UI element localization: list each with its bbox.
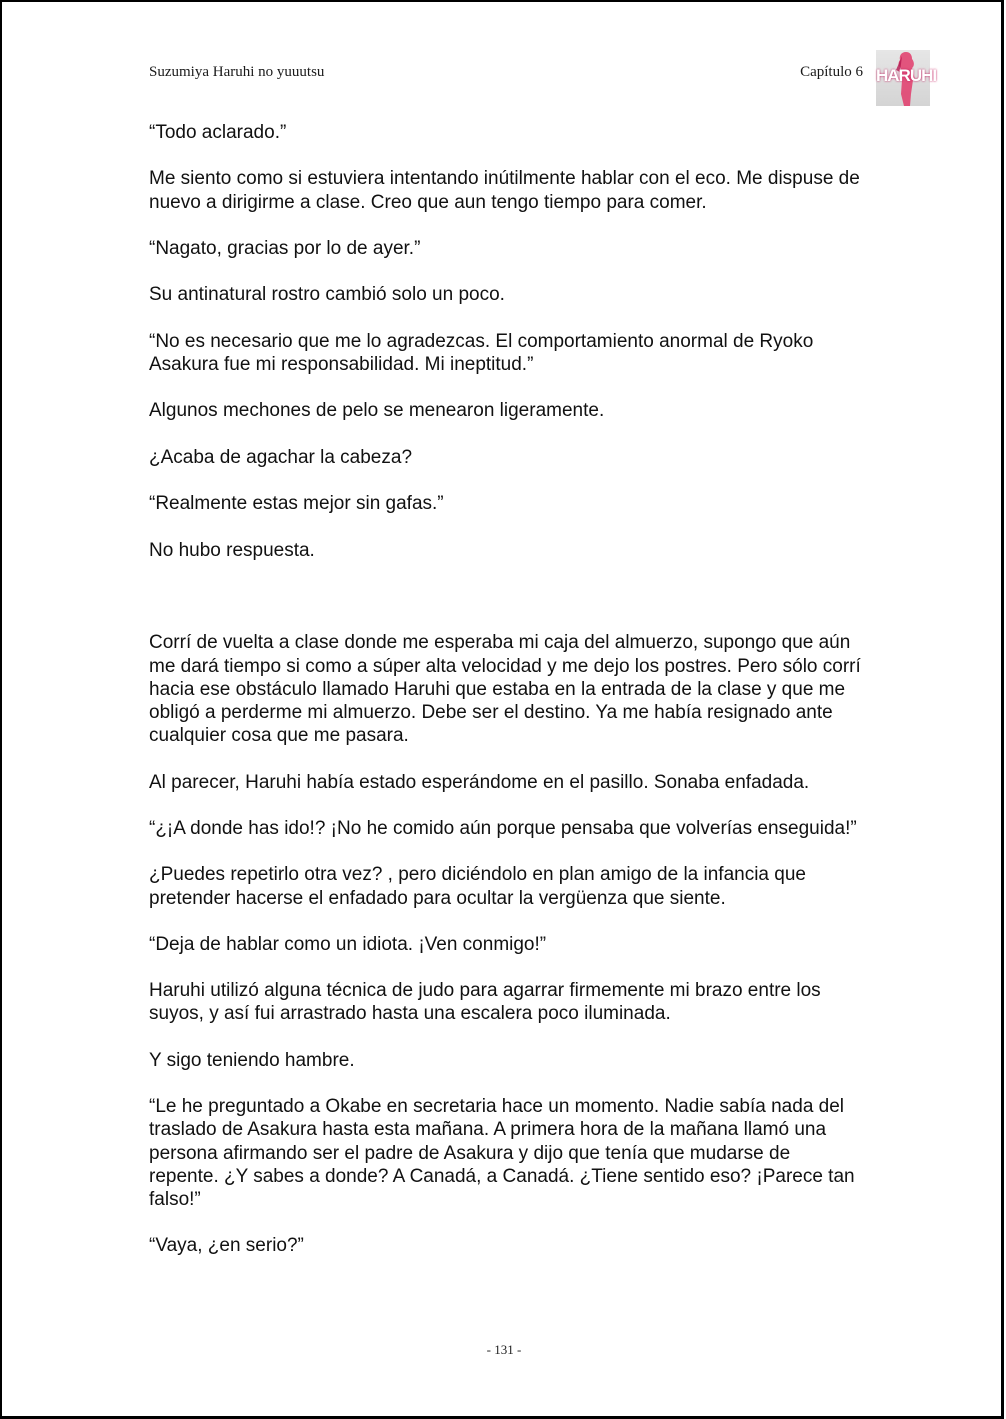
page-number: - 131 - [486,1342,522,1357]
book-title: Suzumiya Haruhi no yuuutsu [149,64,325,80]
section-break [149,585,865,631]
chapter-label: Capítulo 6 [800,64,863,80]
paragraph: “Nagato, gracias por lo de ayer.” [149,237,421,259]
haruhi-logo [876,50,937,106]
paragraph: No hubo respuesta. [149,539,315,561]
paragraph: ¿Puedes repetirlo otra vez? , pero diciéndolo en plan amigo de la infancia que pretender hacerse el enfadado para ocultar la vergüenza que siente. [149,864,806,909]
paragraph: “Deja de hablar como un idiota. ¡Ven conmigo!” [149,933,547,955]
logo-text: HARUHI [876,66,937,85]
paragraph: “Todo aclarado.” [149,122,287,143]
paragraph: Su antinatural rostro cambió solo un poco. [149,284,505,306]
paragraph: “Realmente estas mejor sin gafas.” [149,493,444,515]
paragraph: ¿Acaba de agachar la cabeza? [149,446,413,468]
paragraph: Haruhi utilizó alguna técnica de judo para agarrar firmemente mi brazo entre los suyos, y así fui arrastrado hasta una escalera poco iluminada. [149,980,821,1025]
paragraph: “Vaya, ¿en serio?” [149,1235,304,1257]
paragraph: Me siento como si estuviera intentando inútilmente hablar con el eco. Me dispuse de nuevo a dirigirme a clase. Creo que aun tengo tiempo para comer. [149,168,860,213]
paragraph: Corrí de vuelta a clase donde me esperaba mi caja del almuerzo, supongo que aún me dará tiempo si como a súper alta velocidad y me dejo los postres. Pero sólo corrí hacia ese obstáculo llamado Haruhi que estaba en la entrada de la clase y que me obligó a perderme mi almuerzo. Debe ser el destino. Ya me había resignado ante cualquier cosa que me pasara. [149,632,861,747]
page-header [149,64,863,86]
paragraph: Y sigo teniendo hambre. [149,1049,355,1071]
body-text [149,121,865,1281]
paragraph: Al parecer, Haruhi había estado esperándome en el pasillo. Sonaba enfadada. [149,771,810,793]
paragraph: “¿¡A donde has ido!? ¡No he comido aún porque pensaba que volverías enseguida!” [149,817,857,839]
paragraph: Algunos mechones de pelo se menearon ligeramente. [149,400,605,422]
paragraph: “Le he preguntado a Okabe en secretaria hace un momento. Nadie sabía nada del traslado de Asakura hasta esta mañana. A primera hora de la mañana llamó una persona afirmando ser el padre de Asakura y dijo que tenía que mudarse de repente. ¿Y sabes a donde? A Canadá, a Canadá. ¿Tiene sentido eso? ¡Parece tan falso!” [149,1096,855,1211]
paragraph: “No es necesario que me lo agradezcas. El comportamiento anormal de Ryoko Asakura fue mi responsabilidad. Mi ineptitud.” [149,330,814,375]
